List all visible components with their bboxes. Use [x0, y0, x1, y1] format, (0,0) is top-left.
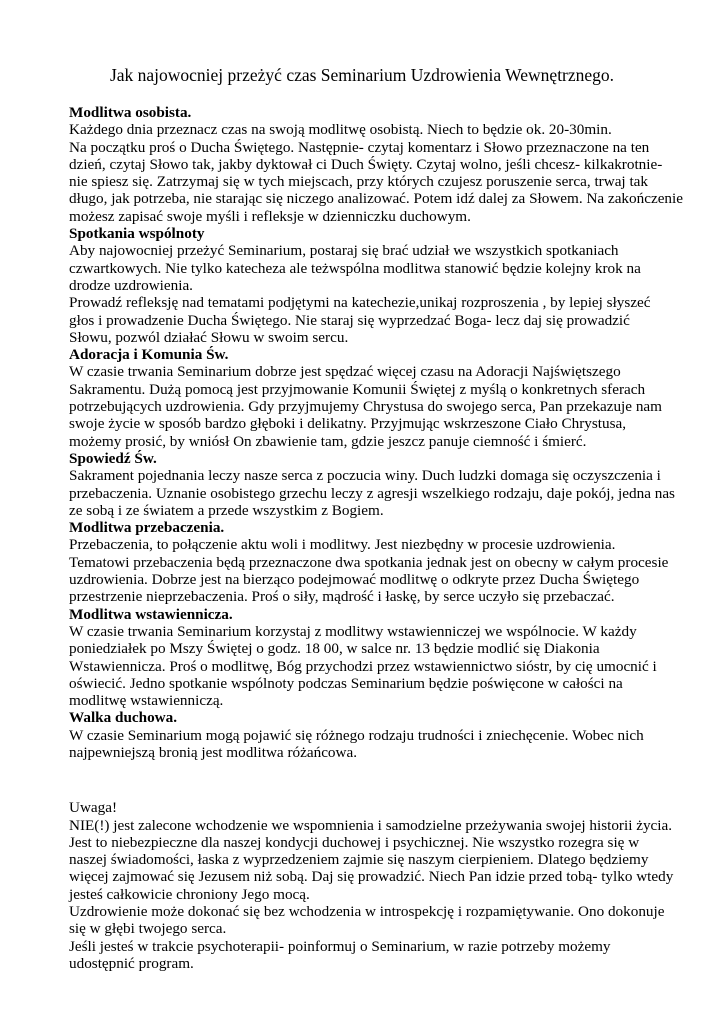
text-line: długo, jak potrzeba, nie starając się niczego analizować. Potem idź dalej za Słowem. Na zakończenie — [69, 190, 683, 208]
text-line: najpewniejszą bronią jest modlitwa różańcowa. — [69, 743, 358, 761]
text-line: oświecić. Jedno spotkanie wspólnoty podczas Seminarium będzie poświęcone w całości na — [69, 674, 623, 692]
text-line: drodze uzdrowienia. — [69, 276, 193, 294]
spotkania-wspolnoty-section — [69, 225, 669, 346]
modlitwa-osobista-heading: Modlitwa osobista. — [69, 104, 192, 121]
text-line: NIE(!) jest zalecone wchodzenie we wspomnienia i samodzielne przeżywania swojej historii życia. — [69, 816, 673, 834]
spowiedz-sw-section — [69, 449, 675, 519]
modlitwa-przebaczenia-paragraph — [69, 536, 669, 605]
text-line: swoje życie w sposób bardzo głęboki i delikatny. Przyjmując wskrzeszone Ciało Chrystusa, — [69, 415, 627, 433]
modlitwa-wstawiennicza-paragraph — [69, 623, 669, 709]
text-line: Wstawiennicza. Proś o modlitwę, Bóg przychodzi przez wstawiennictwo sióstr, by cię umocnić i — [69, 657, 657, 675]
walka-duchowa-heading: Walka duchowa. — [69, 709, 178, 727]
text-line: uzdrowienia. Dobrze jest na bierząco podejmować modlitwę o odkryte przez Ducha Świętego — [69, 571, 640, 589]
text-line: Prowadź refleksję nad tematami podjętymi na katechezie,unikaj rozproszenia , by lepiej słyszeć — [69, 294, 651, 312]
spotkania-wspolnoty-paragraph — [69, 242, 669, 294]
text-line: jesteś całkowicie chroniony Jego mocą. — [69, 885, 310, 903]
spotkania-wspolnoty-paragraph — [69, 294, 669, 346]
text-line: modlitwę wstawienniczą. — [69, 692, 224, 710]
text-line: Uzdrowienie może dokonać się bez wchodzenia w introspekcję i rozpamiętywanie. Ono dokonuje — [69, 903, 665, 921]
adoracja-i-komunia-sw-section — [69, 346, 669, 450]
text-line: Przebaczenia, to połączenie aktu woli i modlitwy. Jest niezbędny w procesie uzdrowienia. — [69, 536, 616, 554]
spowiedz-sw-paragraph — [69, 467, 675, 519]
text-line: Jest to niebezpieczne dla naszej kondycji duchowej i psychicznej. Nie wszystko rozegra się w — [69, 833, 640, 851]
note-heading: Uwaga! — [69, 799, 118, 817]
text-line: udostępnić program. — [69, 954, 194, 972]
text-line: czwartkowych. Nie tylko katecheza ale teżwspólna modlitwa stanowić będzie kolejny krok na — [69, 259, 641, 277]
text-line: się w głębi twojego serca. — [69, 920, 227, 938]
adoracja-i-komunia-sw-heading: Adoracja i Komunia Św. — [69, 346, 229, 364]
text-line: Tematowi przebaczenia będą przeznaczone dwa spotkania jednak jest on obecny w całym procesie — [69, 553, 669, 571]
text-line: przebaczenia. Uznanie osobistego grzechu leczy z agresji wszelkiego rodzaju, daje pokój, jedna nas — [69, 484, 675, 502]
text-line: Słowu, pozwól działać Słowu w swoim sercu. — [69, 328, 349, 346]
note-paragraph — [69, 903, 669, 938]
text-line: Aby najowocniej przeżyć Seminarium, postaraj się brać udział we wszystkich spotkaniach — [69, 242, 619, 260]
text-line: W czasie Seminarium mogą pojawić się różnego rodzaju trudności i zniechęcenie. Wobec nich — [69, 726, 644, 744]
note-section — [69, 799, 674, 972]
text-line: nie spiesz się. Zatrzymaj się w tych miejscach, przy których czujesz poruszenie serca, trwaj tak — [69, 173, 649, 191]
text-line: głos i prowadzenie Ducha Świętego. Nie staraj się wyprzedzać Boga- lecz daj się prowadzić — [69, 311, 630, 329]
text-line: możesz zapisać swoje myśli i refleksje w dzienniczku duchowym. — [69, 207, 471, 225]
note-paragraph — [69, 938, 669, 973]
spotkania-wspolnoty-heading: Spotkania wspólnoty — [69, 225, 205, 243]
modlitwa-osobista-section — [69, 104, 683, 225]
document-body — [69, 104, 683, 972]
note-section — [69, 799, 674, 972]
spowiedz-sw-heading: Spowiedź Św. — [69, 449, 157, 467]
text-line: możemy prosić, by wniósł On zbawienie tam, gdzie jeszcz panuje ciemność i śmierć. — [69, 432, 587, 450]
adoracja-i-komunia-sw-paragraph — [69, 363, 669, 449]
walka-duchowa-paragraph — [69, 727, 669, 762]
text-line: W czasie trwania Seminarium korzystaj z modlitwy wstawienniczej we wspólnocie. W każdy — [69, 622, 637, 640]
text-line: naszej świadomości, łaska z wyprzedzeniem zajmie się naszym cierpieniem. Dlatego będziemy — [69, 851, 649, 869]
text-line: przestrzenie nieprzebaczenia. Proś o siły, mądrość i łaskę, by serce uczyło się przebaczać. — [69, 588, 615, 606]
text-line: więcej zajmować się Jezusem niż sobą. Daj się prowadzić. Niech Pan idzie przed tobą- tylko wtedy — [69, 868, 674, 886]
modlitwa-wstawiennicza-section — [69, 606, 669, 710]
modlitwa-osobista-paragraph — [69, 121, 669, 138]
text-line: Sakrament pojednania leczy nasze serca z poczucia winy. Duch ludzki domaga się oczyszczenia i — [69, 467, 661, 485]
text-line: W czasie trwania Seminarium dobrze jest spędzać więcej czasu na Adoracji Najświętszego — [69, 363, 621, 381]
modlitwa-osobista-paragraph — [69, 138, 683, 225]
note-paragraph — [69, 816, 674, 903]
text-line: poniedziałek po Mszy Świętej o godz. 18 00, w salce nr. 13 będzie modlić się Diakonia — [69, 640, 600, 658]
modlitwa-wstawiennicza-heading: Modlitwa wstawiennicza. — [69, 605, 233, 623]
text-line: ze sobą i ze światem a przede wszystkim z Bogiem. — [69, 501, 384, 519]
modlitwa-przebaczenia-section — [69, 519, 669, 605]
text-line: Każdego dnia przeznacz czas na swoją modlitwę osobistą. Niech to będzie ok. 20-30min. — [69, 121, 612, 139]
text-line: Na początku proś o Ducha Świętego. Następnie- czytaj komentarz i Słowo przeznaczone na ten — [69, 138, 650, 156]
document-title: Jak najowocniej przeżyć czas Seminarium Uzdrowienia Wewnętrznego. — [109, 65, 615, 85]
text-line: Jeśli jesteś w trakcie psychoterapii- poinformuj o Seminarium, w razie potrzeby możemy — [69, 937, 611, 955]
sections-container — [69, 104, 683, 761]
text-line: potrzebujących uzdrowienia. Gdy przyjmujemy Chrystusa do swojego serca, Pan przekazuje nam — [69, 398, 662, 416]
text-line: Sakramentu. Dużą pomocą jest przyjmowanie Komunii Świętej z myślą o konkretnych sferach — [69, 380, 646, 398]
walka-duchowa-section — [69, 709, 669, 761]
text-line: dzień, czytaj Słowo tak, jakby dyktował ci Duch Święty. Czytaj wolno, jeśli chcesz- kilkakrotnie- — [69, 155, 663, 173]
modlitwa-przebaczenia-heading: Modlitwa przebaczenia. — [69, 519, 225, 537]
